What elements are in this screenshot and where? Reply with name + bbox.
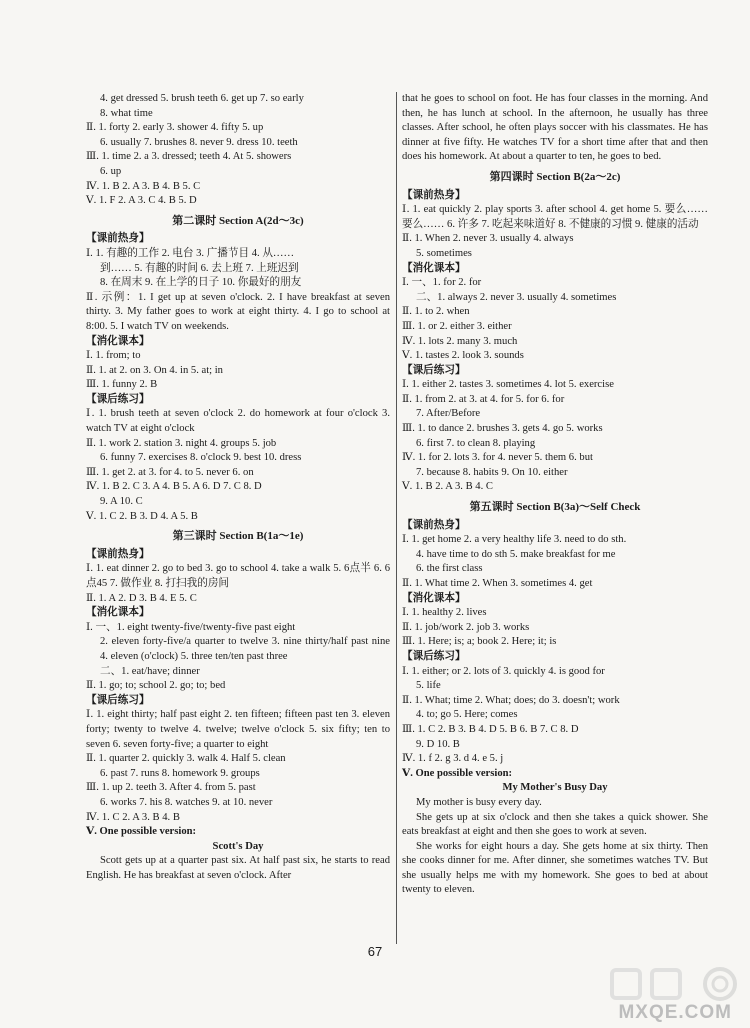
left-line: Ⅳ. 1. B 2. A 3. B 4. B 5. C	[86, 180, 201, 192]
right-line: Ⅱ. 1. to 2. when	[402, 306, 470, 318]
left-line: Ⅲ. 1. funny 2. B	[86, 379, 158, 391]
left-line: 【课前热身】	[86, 233, 150, 245]
left-line: Ⅰ. 1. eat dinner 2. go to bed 3. go to school 4. take a walk 5. 6点半 6. 6点45 7. 做作业 8. 打扫我的房间	[86, 563, 390, 589]
left-line: Ⅰ. 1. 有趣的工作 2. 电台 3. 广播节目 4. 从……	[86, 247, 295, 259]
right-line: Ⅳ. 1. for 2. lots 3. for 4. never 5. them 6. but	[402, 452, 593, 464]
right-line: 【课前热身】	[402, 189, 466, 201]
left-line: Scott gets up at a quarter past six. At half past six, he starts to read English. He has breakfast at seven o'clock. After	[86, 855, 390, 881]
right-line: 【课后练习】	[402, 650, 466, 662]
left-line: 2. eleven forty-five/a quarter to twelve 3. nine thirty/half past nine 4. eleven (o'clock) 5. three ten/ten past three	[100, 636, 390, 662]
left-line: 9. A 10. C	[100, 496, 143, 508]
right-line: that he goes to school on foot. He has four classes in the morning. And then, he has lunch at school. In the afternoon, he usually has three classes. After school, he often plays soccer with his classmates. He has dinner at five fifty. He watches TV for a short time after that and then does his homework. At about a quarter to ten, he goes to bed.	[402, 93, 708, 163]
right-line: 6. the first class	[416, 563, 483, 575]
left-line: 【消化课本】	[86, 335, 150, 347]
left-line: 6. past 7. runs 8. homework 9. groups	[100, 767, 260, 779]
right-line: Ⅴ. One possible version:	[402, 767, 513, 779]
right-line: Ⅳ. 1. f 2. g 3. d 4. e 5. j	[402, 753, 504, 765]
right-line: Ⅳ. 1. lots 2. many 3. much	[402, 335, 518, 347]
left-line: 【课后练习】	[86, 694, 150, 706]
left-line: Ⅲ. 1. up 2. teeth 3. After 4. from 5. past	[86, 782, 256, 794]
right-line: 5. sometimes	[416, 247, 472, 259]
right-line: 【消化课本】	[402, 592, 466, 604]
left-line: 第三课时 Section B(1a～1e)	[172, 530, 304, 543]
left-line: 【课后练习】	[86, 393, 150, 405]
right-line: Ⅱ. 1. When 2. never 3. usually 4. always	[402, 233, 574, 245]
right-line: Ⅱ. 1. job/work 2. job 3. works	[402, 621, 530, 633]
right-line: Ⅱ. 1. What; time 2. What; does; do 3. doesn't; work	[402, 694, 620, 706]
left-line: 8. what time	[100, 107, 153, 119]
right-line: 【课后练习】	[402, 364, 466, 376]
right-line: She works for eight hours a day. She gets home at six thirty. Then she cooks dinner for me. After dinner, she sometimes watches TV. But she usually helps me with my homework. She goes to bed at about twenty to eleven.	[402, 840, 708, 896]
right-line: Ⅲ. 1. to dance 2. brushes 3. gets 4. go 5. works	[402, 423, 603, 435]
right-line: Ⅲ. 1. or 2. either 3. either	[402, 320, 512, 332]
right-line: Ⅰ. 1. healthy 2. lives	[402, 607, 487, 619]
right-line: 4. have time to do sth 5. make breakfast for me	[416, 548, 616, 560]
left-line: Ⅲ. 1. get 2. at 3. for 4. to 5. never 6. on	[86, 466, 254, 478]
column-divider	[396, 92, 397, 944]
right-line: Ⅰ. 1. either 2. tastes 3. sometimes 4. lot 5. exercise	[402, 379, 614, 391]
right-line: 7. because 8. habits 9. On 10. either	[416, 466, 568, 478]
right-line: 二、1. always 2. never 3. usually 4. sometimes	[416, 291, 617, 303]
right-line: Ⅲ. 1. Here; is; a; book 2. Here; it; is	[402, 636, 557, 648]
right-line: 5. life	[416, 680, 441, 692]
left-line: Ⅰ. 一、1. eight twenty-five/twenty-five past eight	[86, 621, 296, 633]
right-line: Ⅴ. 1. tastes 2. look 3. sounds	[402, 350, 524, 362]
left-line: 到…… 5. 有趣的时间 6. 去上班 7. 上班迟到	[100, 262, 299, 274]
right-line: Ⅱ. 1. What time 2. When 3. sometimes 4. get	[402, 578, 593, 589]
left-line: Ⅰ. 1. brush teeth at seven o'clock 2. do homework at four o'clock 3. watch TV at eight o'clock	[86, 408, 390, 435]
left-line: Ⅱ. 1. work 2. station 3. night 4. groups 5. job	[86, 437, 277, 449]
left-column	[86, 92, 390, 883]
left-line: 【消化课本】	[86, 607, 150, 619]
right-line: 第五课时 Section B(3a)～Self Check	[469, 501, 641, 514]
left-line: 6. works 7. his 8. watches 9. at 10. never	[100, 796, 273, 808]
right-line: 【消化课本】	[402, 262, 466, 274]
left-line: Ⅳ. 1. C 2. A 3. B 4. B	[86, 811, 180, 823]
left-line: Scott's Day	[212, 840, 264, 852]
right-line: 7. After/Before	[416, 408, 481, 420]
right-line: 4. to; go 5. Here; comes	[416, 709, 518, 721]
right-line: Ⅱ. 1. from 2. at 3. at 4. for 5. for 6. for	[402, 393, 565, 405]
right-line: Ⅴ. 1. B 2. A 3. B 4. C	[402, 481, 493, 493]
right-line: My Mother's Busy Day	[502, 782, 608, 794]
right-line: 【课前热身】	[402, 519, 466, 531]
left-line: Ⅱ. 1. quarter 2. quickly 3. walk 4. Half 5. clean	[86, 753, 286, 765]
left-line: Ⅱ. 示例：1. I get up at seven o'clock. 2. I have breakfast at seven thirty. 3. My father goes to work at eight thirty. 4. I go to school at 8:00. 5. I watch TV on weekends.	[86, 291, 390, 332]
left-line: Ⅰ. 1. from; to	[86, 350, 141, 362]
left-line: 4. get dressed 5. brush teeth 6. get up 7. so early	[100, 93, 304, 104]
watermark-site: MXQE.COM	[618, 1002, 732, 1023]
page-number: 67	[367, 944, 383, 959]
left-line: Ⅱ. 1. go; to; school 2. go; to; bed	[86, 680, 226, 692]
right-line: Ⅰ. 1. eat quickly 2. play sports 3. after school 4. get home 5. 要么……要么…… 6. 许多 7. 吃起来味道好 8. 不健康的习惯 9. 健康的活动	[402, 204, 708, 230]
left-line: 6. usually 7. brushes 8. never 9. dress 10. teeth	[100, 136, 298, 148]
left-line: 8. 在周末 9. 在上学的日子 10. 你最好的朋友	[100, 277, 302, 289]
right-line: 9. D 10. B	[416, 738, 460, 750]
right-line: She gets up at six o'clock and then she takes a quick shower. She eats breakfast at eight and then she goes to work at seven.	[402, 811, 708, 838]
left-line: Ⅴ. One possible version:	[86, 826, 197, 838]
left-line: 6. up	[100, 165, 122, 177]
left-line: Ⅴ. 1. F 2. A 3. C 4. B 5. D	[86, 195, 197, 207]
right-line: Ⅲ. 1. C 2. B 3. B 4. D 5. B 6. B 7. C 8. D	[402, 723, 579, 735]
left-line: Ⅴ. 1. C 2. B 3. D 4. A 5. B	[86, 510, 198, 522]
right-line: Ⅰ. 1. either; or 2. lots of 3. quickly 4. is good for	[402, 665, 605, 677]
left-line: Ⅱ. 1. A 2. D 3. B 4. E 5. C	[86, 592, 197, 604]
right-line: My mother is busy every day.	[416, 796, 542, 808]
left-line: Ⅳ. 1. B 2. C 3. A 4. B 5. A 6. D 7. C 8. D	[86, 481, 262, 493]
left-line: Ⅰ. 1. eight thirty; half past eight 2. ten fifteen; fifteen past ten 3. eleven forty; twenty to twelve 4. twelve; twelve o'clock 5. six fifty; ten to seven 6. seven forty-five; a quarter to eight	[86, 709, 390, 750]
right-line: Ⅰ. 一、1. for 2. for	[402, 277, 482, 289]
right-column	[402, 92, 708, 898]
left-line: Ⅱ. 1. at 2. on 3. On 4. in 5. at; in	[86, 364, 223, 376]
right-line: 第四课时 Section B(2a～2c)	[489, 170, 621, 183]
right-line: Ⅰ. 1. get home 2. a very healthy life 3. need to do sth.	[402, 534, 627, 546]
left-line: 6. funny 7. exercises 8. o'clock 9. best 10. dress	[100, 452, 302, 464]
left-line: 二、1. eat/have; dinner	[100, 665, 200, 677]
left-line: Ⅱ. 1. forty 2. early 3. shower 4. fifty 5. up	[86, 122, 264, 134]
left-line: 【课前热身】	[86, 548, 150, 560]
left-line: 第二课时 Section A(2d～3c)	[172, 214, 304, 227]
right-line: 6. first 7. to clean 8. playing	[416, 437, 536, 449]
left-line: Ⅲ. 1. time 2. a 3. dressed; teeth 4. At 5. showers	[86, 151, 292, 163]
